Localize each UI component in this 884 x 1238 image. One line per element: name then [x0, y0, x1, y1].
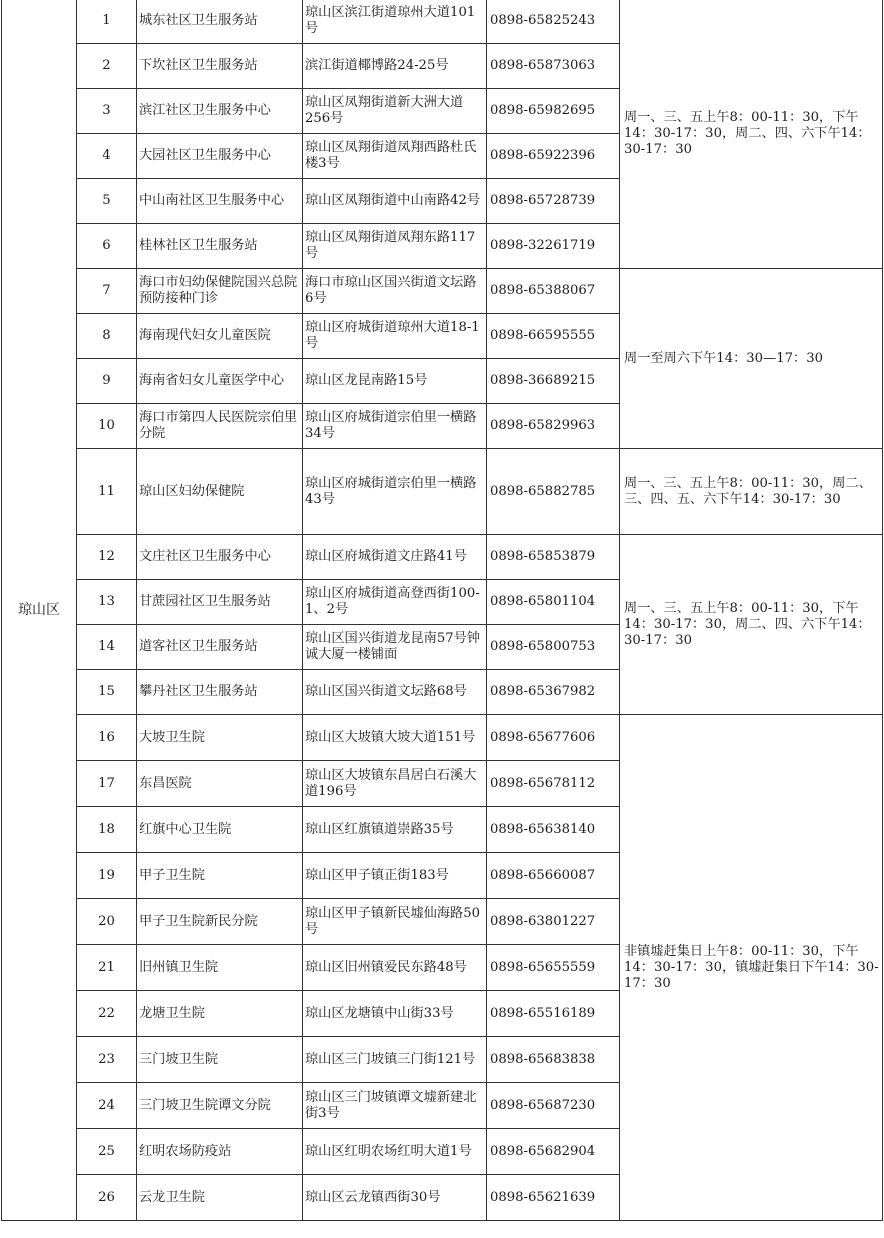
site-name-cell: 海南省妇女儿童医学中心 — [137, 359, 303, 404]
row-number-cell: 3 — [77, 89, 137, 134]
address-cell: 琼山区三门坡镇三门街121号 — [303, 1037, 487, 1083]
address-cell: 琼山区府城街道高登西街100-1、2号 — [303, 580, 487, 625]
table-row — [2, 715, 883, 761]
address-cell: 琼山区龙塘镇中山街33号 — [303, 991, 487, 1037]
address-cell: 琼山区府城街道宗伯里一横路43号 — [303, 449, 487, 535]
row-number-cell: 18 — [77, 807, 137, 853]
row-number-cell: 21 — [77, 945, 137, 991]
row-number-cell: 14 — [77, 625, 137, 670]
phone-cell: 0898-65922396 — [487, 134, 620, 179]
site-name-cell: 桂林社区卫生服务站 — [137, 224, 303, 269]
address-cell: 琼山区甲子镇新民墟仙海路50号 — [303, 899, 487, 945]
row-number-cell: 22 — [77, 991, 137, 1037]
site-name-cell: 甲子卫生院 — [137, 853, 303, 899]
vaccination-sites-table — [1, 0, 883, 1221]
row-number-cell: 10 — [77, 404, 137, 449]
row-number-cell: 24 — [77, 1083, 137, 1129]
site-name-cell: 城东社区卫生服务站 — [137, 0, 303, 44]
table-row — [2, 449, 883, 535]
phone-cell: 0898-32261719 — [487, 224, 620, 269]
row-number-cell: 8 — [77, 314, 137, 359]
address-cell: 海口市琼山区国兴街道文坛路6号 — [303, 269, 487, 314]
site-name-cell: 文庄社区卫生服务中心 — [137, 535, 303, 580]
address-cell: 琼山区龙昆南路15号 — [303, 359, 487, 404]
address-cell: 琼山区凤翔街道中山南路42号 — [303, 179, 487, 224]
row-number-cell: 2 — [77, 44, 137, 89]
table-row — [2, 0, 883, 44]
address-cell: 琼山区国兴街道文坛路68号 — [303, 670, 487, 715]
site-name-cell: 甲子卫生院新民分院 — [137, 899, 303, 945]
row-number-cell: 15 — [77, 670, 137, 715]
phone-cell: 0898-65388067 — [487, 269, 620, 314]
row-number-cell: 11 — [77, 449, 137, 535]
phone-cell: 0898-65873063 — [487, 44, 620, 89]
phone-cell: 0898-65678112 — [487, 761, 620, 807]
phone-cell: 0898-65728739 — [487, 179, 620, 224]
row-number-cell: 6 — [77, 224, 137, 269]
phone-cell: 0898-65660087 — [487, 853, 620, 899]
site-name-cell: 云龙卫生院 — [137, 1175, 303, 1221]
address-cell: 琼山区国兴街道龙昆南57号钟诚大厦一楼铺面 — [303, 625, 487, 670]
address-cell: 琼山区旧州镇爱民东路48号 — [303, 945, 487, 991]
site-name-cell: 三门坡卫生院 — [137, 1037, 303, 1083]
address-cell: 琼山区府城街道宗伯里一横路34号 — [303, 404, 487, 449]
row-number-cell: 5 — [77, 179, 137, 224]
phone-cell: 0898-65516189 — [487, 991, 620, 1037]
service-hours-cell: 周一、三、五上午8：00-11：30，下午14：30-17：30，周二、四、六下午14：30-17：30 — [620, 0, 883, 269]
row-number-cell: 19 — [77, 853, 137, 899]
phone-cell: 0898-65800753 — [487, 625, 620, 670]
site-name-cell: 攀丹社区卫生服务站 — [137, 670, 303, 715]
district-cell: 琼山区 — [2, 0, 77, 1221]
address-cell: 琼山区云龙镇西街30号 — [303, 1175, 487, 1221]
address-cell: 琼山区滨江街道琼州大道101号 — [303, 0, 487, 44]
site-name-cell: 滨江社区卫生服务中心 — [137, 89, 303, 134]
address-cell: 琼山区三门坡镇谭文墟新建北街3号 — [303, 1083, 487, 1129]
site-name-cell: 道客社区卫生服务站 — [137, 625, 303, 670]
table-body — [2, 0, 883, 1221]
row-number-cell: 17 — [77, 761, 137, 807]
site-name-cell: 三门坡卫生院谭文分院 — [137, 1083, 303, 1129]
phone-cell: 0898-65825243 — [487, 0, 620, 44]
site-name-cell: 旧州镇卫生院 — [137, 945, 303, 991]
address-cell: 琼山区红明农场红明大道1号 — [303, 1129, 487, 1175]
phone-cell: 0898-65982695 — [487, 89, 620, 134]
phone-cell: 0898-66595555 — [487, 314, 620, 359]
site-name-cell: 红明农场防疫站 — [137, 1129, 303, 1175]
row-number-cell: 23 — [77, 1037, 137, 1083]
address-cell: 琼山区凤翔街道凤翔西路杜氏楼3号 — [303, 134, 487, 179]
site-name-cell: 红旗中心卫生院 — [137, 807, 303, 853]
site-name-cell: 琼山区妇幼保健院 — [137, 449, 303, 535]
service-hours-cell: 非镇墟赶集日上午8：00-11：30，下午14：30-17：30，镇墟赶集日下午14：30-17：30 — [620, 715, 883, 1221]
phone-cell: 0898-63801227 — [487, 899, 620, 945]
site-name-cell: 甘蔗园社区卫生服务站 — [137, 580, 303, 625]
table-row — [2, 269, 883, 314]
row-number-cell: 13 — [77, 580, 137, 625]
site-name-cell: 大坡卫生院 — [137, 715, 303, 761]
site-name-cell: 下坎社区卫生服务站 — [137, 44, 303, 89]
row-number-cell: 25 — [77, 1129, 137, 1175]
phone-cell: 0898-65683838 — [487, 1037, 620, 1083]
address-cell: 琼山区大坡镇大坡大道151号 — [303, 715, 487, 761]
row-number-cell: 1 — [77, 0, 137, 44]
phone-cell: 0898-65677606 — [487, 715, 620, 761]
site-name-cell: 龙塘卫生院 — [137, 991, 303, 1037]
row-number-cell: 12 — [77, 535, 137, 580]
service-hours-cell: 周一至周六下午14：30—17：30 — [620, 269, 883, 449]
service-hours-cell: 周一、三、五上午8：00-11：30，周二、三、四、五、六下午14：30-17：30 — [620, 449, 883, 535]
service-hours-cell: 周一、三、五上午8：00-11：30，下午14：30-17：30，周二、四、六下午14：30-17：30 — [620, 535, 883, 715]
phone-cell: 0898-65682904 — [487, 1129, 620, 1175]
address-cell: 琼山区甲子镇正街183号 — [303, 853, 487, 899]
site-name-cell: 中山南社区卫生服务中心 — [137, 179, 303, 224]
phone-cell: 0898-65853879 — [487, 535, 620, 580]
site-name-cell: 海口市妇幼保健院国兴总院预防接种门诊 — [137, 269, 303, 314]
address-cell: 滨江街道椰博路24-25号 — [303, 44, 487, 89]
phone-cell: 0898-65829963 — [487, 404, 620, 449]
site-name-cell: 海口市第四人民医院宗伯里分院 — [137, 404, 303, 449]
address-cell: 琼山区凤翔街道凤翔东路117号 — [303, 224, 487, 269]
site-name-cell: 东昌医院 — [137, 761, 303, 807]
address-cell: 琼山区红旗镇道崇路35号 — [303, 807, 487, 853]
phone-cell: 0898-36689215 — [487, 359, 620, 404]
table-row — [2, 535, 883, 580]
phone-cell: 0898-65367982 — [487, 670, 620, 715]
address-cell: 琼山区凤翔街道新大洲大道256号 — [303, 89, 487, 134]
address-cell: 琼山区府城街道文庄路41号 — [303, 535, 487, 580]
phone-cell: 0898-65621639 — [487, 1175, 620, 1221]
site-name-cell: 海南现代妇女儿童医院 — [137, 314, 303, 359]
phone-cell: 0898-65801104 — [487, 580, 620, 625]
phone-cell: 0898-65687230 — [487, 1083, 620, 1129]
row-number-cell: 16 — [77, 715, 137, 761]
phone-cell: 0898-65638140 — [487, 807, 620, 853]
row-number-cell: 20 — [77, 899, 137, 945]
site-name-cell: 大园社区卫生服务中心 — [137, 134, 303, 179]
row-number-cell: 9 — [77, 359, 137, 404]
phone-cell: 0898-65882785 — [487, 449, 620, 535]
row-number-cell: 7 — [77, 269, 137, 314]
row-number-cell: 4 — [77, 134, 137, 179]
row-number-cell: 26 — [77, 1175, 137, 1221]
phone-cell: 0898-65655559 — [487, 945, 620, 991]
address-cell: 琼山区府城街道琼州大道18-1号 — [303, 314, 487, 359]
address-cell: 琼山区大坡镇东昌居白石溪大道196号 — [303, 761, 487, 807]
